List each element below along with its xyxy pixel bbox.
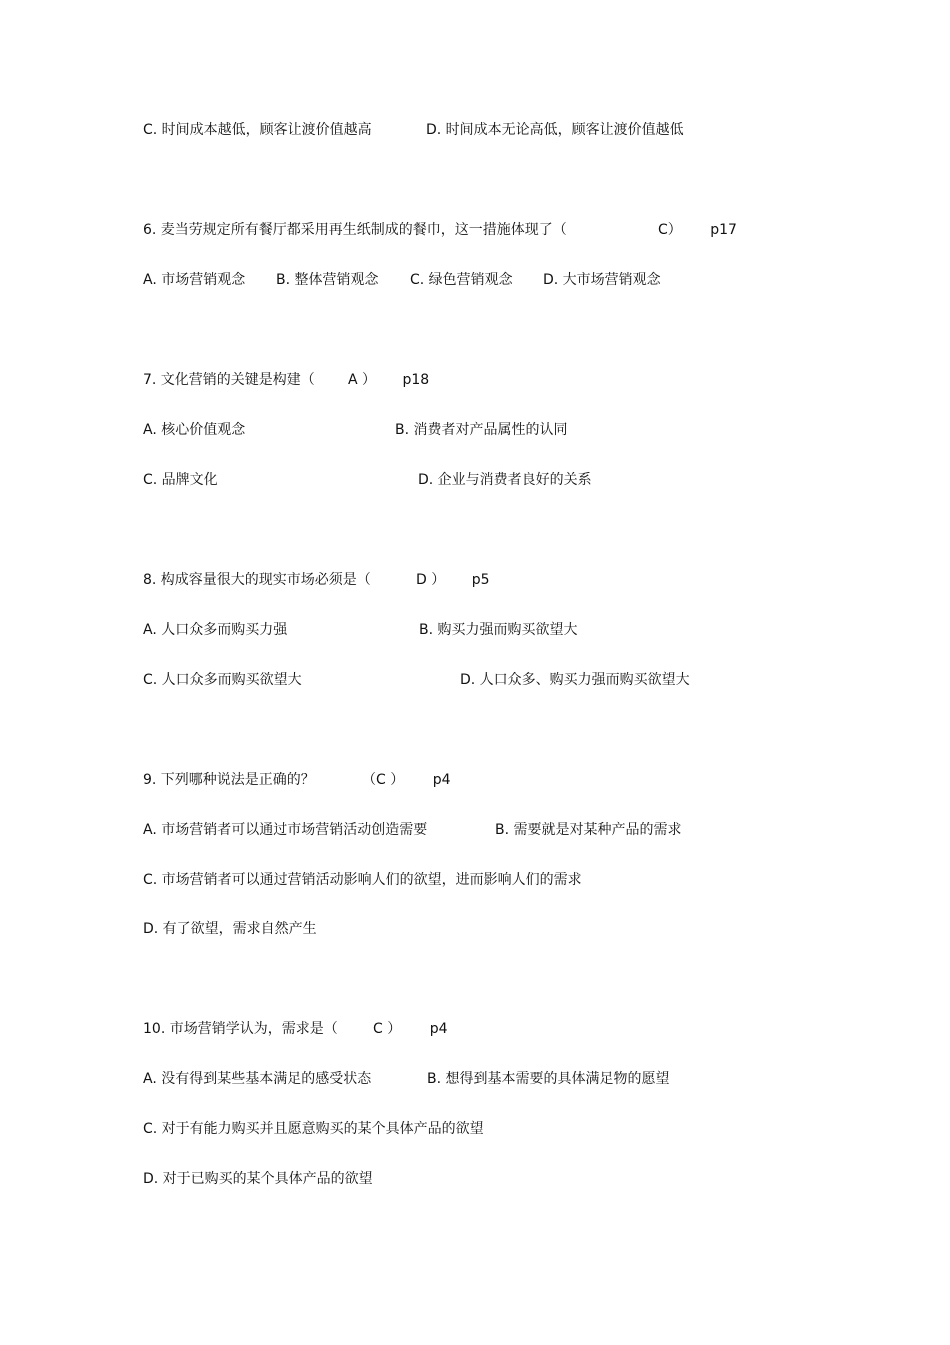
q9-stem-row [143,771,315,789]
q10-stem-row [143,1020,338,1038]
q9-stem: 9. 下列哪种说法是正确的？ [143,772,315,788]
q10-option-a-row [143,1070,371,1088]
q9-answer: （C ） [362,772,405,788]
q8-stem: 8. 构成容量很大的现实市场必须是（ [143,572,371,588]
q8-option-b-row [419,621,578,639]
q6-stem: 6. 麦当劳规定所有餐厅都采用再生纸制成的餐巾，这一措施体现了（ [143,222,567,238]
q10-option-c-row [143,1120,484,1138]
q6-option-c-row [410,271,513,289]
q5-option-c: C. 时间成本越低，顾客让渡价值越高 [143,122,372,138]
q8-option-c-row [143,671,302,689]
q6-option-b-row [276,271,379,289]
q5-option-d: D. 时间成本无论高低，顾客让渡价值越低 [426,122,684,138]
q9-answer-row [362,771,450,789]
q10-option-a: A. 没有得到某些基本满足的感受状态 [143,1071,372,1087]
q10-answer-row [373,1020,447,1038]
q6-option-a: A. 市场营销观念 [143,272,246,288]
q7-option-c: C. 品牌文化 [143,472,218,488]
q7-page-ref: p18 [402,372,430,388]
q5-options-cd-row [143,121,372,139]
q10-option-d-row [143,1170,373,1188]
q9-option-b-row [495,821,682,839]
q7-answer: A ） [348,372,377,388]
q7-stem-row [143,371,315,389]
q6-answer-row [658,221,737,239]
q6-page-ref: p17 [710,222,737,238]
q6-option-d: D. 大市场营销观念 [543,272,661,288]
q9-option-c-row [143,871,582,889]
q9-page-ref: p4 [432,772,451,788]
q6-answer: C） [658,222,682,238]
q6-option-a-row [143,271,245,289]
q7-option-b-row [395,421,568,439]
q10-option-c: C. 对于有能力购买并且愿意购买的某个具体产品的欲望 [143,1121,484,1137]
q6-stem-row [143,221,567,239]
q7-option-a-row [143,421,245,439]
q8-option-d: D. 人口众多、购买力强而购买欲望大 [460,672,690,688]
q9-option-a-row [143,821,427,839]
q10-stem: 10. 市场营销学认为，需求是（ [143,1021,338,1037]
q8-option-c: C. 人口众多而购买欲望大 [143,672,302,688]
q8-option-b: B. 购买力强而购买欲望大 [419,622,578,638]
q10-option-d: D. 对于已购买的某个具体产品的欲望 [143,1171,373,1187]
q5-option-d-row [426,121,684,139]
q9-option-a: A. 市场营销者可以通过市场营销活动创造需要 [143,822,428,838]
q9-option-d: D. 有了欲望，需求自然产生 [143,921,317,937]
q9-option-c: C. 市场营销者可以通过营销活动影响人们的欲望，进而影响人们的需求 [143,872,582,888]
q6-option-d-row [543,271,661,289]
q8-option-a-row [143,621,287,639]
q7-option-b: B. 消费者对产品属性的认同 [395,422,568,438]
q8-answer: D ） [416,572,446,588]
q10-answer: C ） [373,1021,402,1037]
q10-option-b: B. 想得到基本需要的具体满足物的愿望 [427,1071,670,1087]
q7-option-a: A. 核心价值观念 [143,422,246,438]
q7-option-d-row [418,471,592,489]
q8-answer-row [416,571,489,589]
q10-page-ref: p4 [429,1021,448,1037]
q6-option-c: C. 绿色营销观念 [410,272,513,288]
q6-option-b: B. 整体营销观念 [276,272,379,288]
q9-option-b: B. 需要就是对某种产品的需求 [495,822,682,838]
q8-option-d-row [460,671,690,689]
q8-option-a: A. 人口众多而购买力强 [143,622,288,638]
q8-stem-row [143,571,371,589]
q9-option-d-row [143,920,317,938]
q8-page-ref: p5 [471,572,490,588]
q7-option-c-row [143,471,218,489]
q7-option-d: D. 企业与消费者良好的关系 [418,472,592,488]
q10-option-b-row [427,1070,670,1088]
q7-answer-row [348,371,429,389]
q7-stem: 7. 文化营销的关键是构建（ [143,372,315,388]
